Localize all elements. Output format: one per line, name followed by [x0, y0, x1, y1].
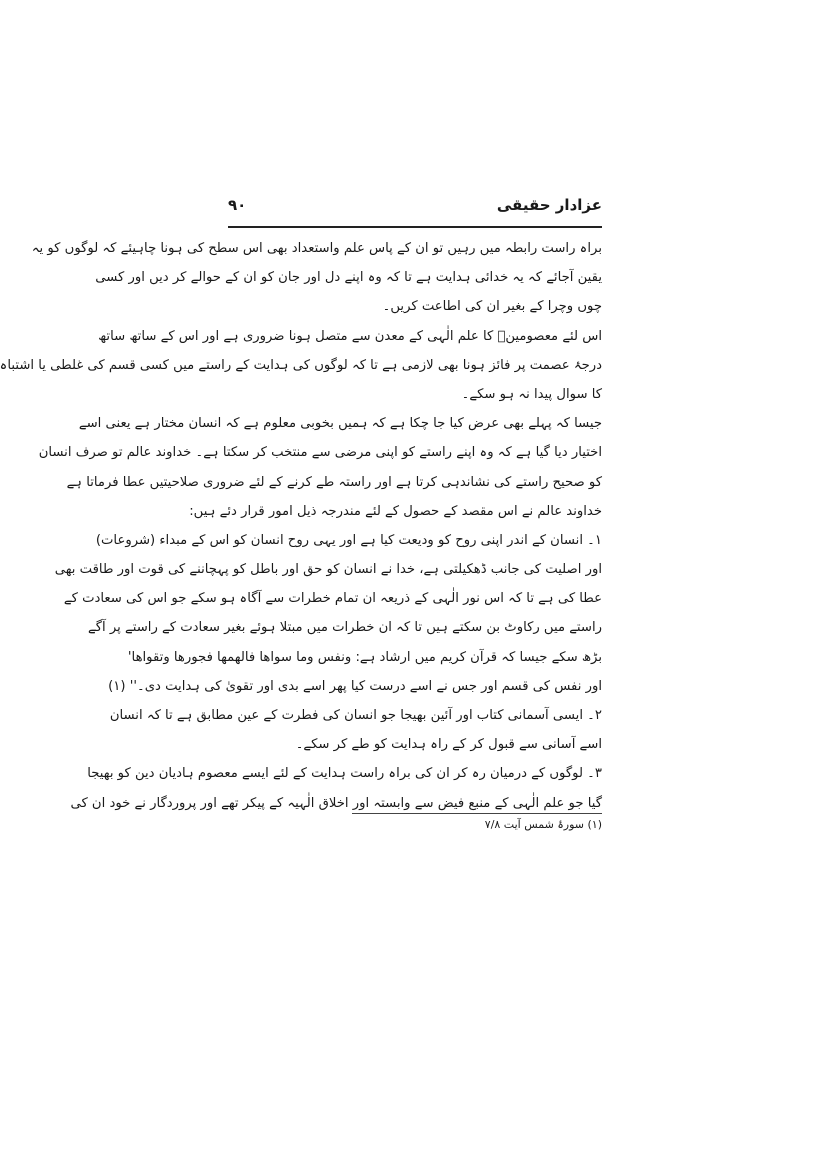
text-line: اختیار دیا گیا ہے کہ وہ اپنے راستے کو اپنی مرضی سے منتخب کر سکتا ہے۔ خداوند عالم تو صرف انسان: [38, 445, 602, 461]
text-line: اسے آسانی سے قبول کر کے راہ ہدایت کو طے کر سکے۔: [295, 737, 602, 753]
book-title: عزادار حقیقی: [496, 196, 602, 214]
footnote-rule: [352, 813, 602, 814]
page-number: ۹۰: [228, 196, 247, 214]
text-line: راستے میں رکاوٹ بن سکتے ہیں تا کہ ان خطرات میں مبتلا ہوئے بغیر سعادت کے راستے پر آگے: [88, 620, 602, 636]
text-line: ۱۔ انسان کے اندر اپنی روح کو ودیعت کیا ہے اور یہی روح انسان کو اس کے مبداء (شروعات): [95, 532, 602, 548]
text-line: کا سوال پیدا نہ ہو سکے۔: [461, 386, 602, 402]
text-line: چوں وچرا کے بغیر ان کی اطاعت کریں۔: [382, 299, 602, 315]
footnote: (۱) سورۂ شمس آیت ۷/۸: [484, 818, 602, 831]
text-line: خداوند عالم نے اس مقصد کے حصول کے لئے مندرجہ ذیل امور قرار دئے ہیں:: [189, 503, 602, 519]
text-line: براہ راست رابطہ میں رہیں تو ان کے پاس علم واستعداد بھی اس سطح کی ہونا چاہیئے کہ لوگوں کو یہ: [31, 241, 602, 256]
text-line: کو صحیح راستے کی نشاندہی کرتا ہے اور راستہ طے کرنے کے لئے ضروری صلاحیتیں عطا فرماتا ہے: [66, 474, 602, 490]
body-text: [0, 234, 602, 818]
text-line: درجۂ عصمت پر فائز ہونا بھی لازمی ہے تا کہ لوگوں کی ہدایت کے راستے میں کسی قسم کی غلطی یا اشتباہ: [0, 357, 602, 373]
text-line: عطا کی ہے تا کہ اس نور الٰہی کے ذریعہ ان تمام خطرات سے آگاہ ہو سکے جو اس کی سعادت کے: [63, 591, 602, 607]
text-line: اور نفس کی قسم اور جس نے اسے درست کیا پھر اسے بدی اور تقویٰ کی ہدایت دی۔'' (۱): [108, 678, 602, 694]
text-line: جیسا کہ پہلے بھی عرض کیا جا چکا ہے کہ ہمیں بخوبی معلوم ہے کہ انسان مختار ہے یعنی اسے: [78, 416, 602, 432]
text-line: اس لئے معصومینؑ کا علم الٰہی کے معدن سے متصل ہونا ضروری ہے اور اس کے ساتھ ساتھ: [98, 328, 602, 344]
text-line: ۲۔ ایسی آسمانی کتاب اور آئین بھیجا جو انسان کی فطرت کے عین مطابق ہے تا کہ انسان: [109, 708, 602, 723]
text-line: اور اصلیت کی جانب ڈھکیلتی ہے، خدا نے انسان کو حق اور باطل کو پہچاننے کی قوت اور طاقت بھی: [54, 562, 602, 578]
text-line: گیا جو علم الٰہی کے منبع فیض سے وابستہ اور اخلاق الٰہیہ کے پیکر تھے اور پروردگار نے خود ان کی: [70, 795, 602, 811]
page-header: [228, 196, 602, 222]
text-line: بڑھ سکے جیسا کہ قرآن کریم میں ارشاد ہے: ونفس وما سواها فالهمها فجورها وتقواها': [127, 649, 602, 665]
header-rule: [228, 226, 602, 228]
text-line: ۳۔ لوگوں کے درمیان رہ کر ان کی براہ راست ہدایت کے لئے ایسے معصوم ہادیان دین کو بھیجا: [87, 766, 602, 782]
text-line: یقین آجائے کہ یہ خدائی ہدایت ہے تا کہ وہ اپنے دل اور جان کو ان کے حوالے کر دیں اور کسی: [95, 270, 602, 286]
